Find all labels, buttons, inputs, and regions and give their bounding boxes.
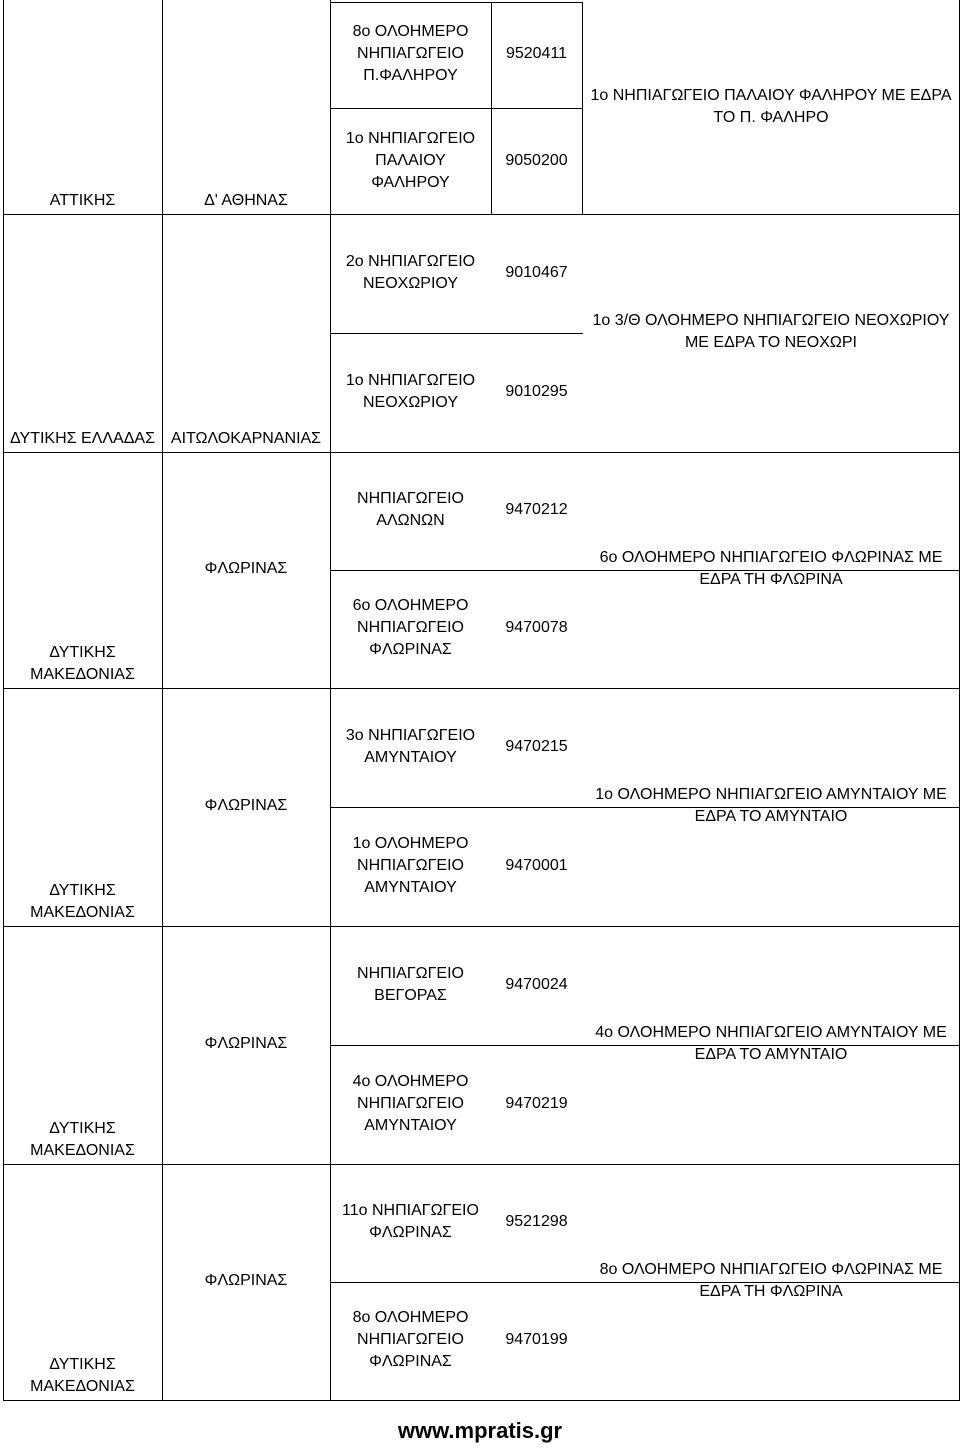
school-b-cell: 1ο ΟΛΟΗΜΕΡΟ ΝΗΠΙΑΓΩΓΕΙΟ ΑΜΥΝΤΑΙΟΥ bbox=[352, 834, 469, 896]
school-a-cell: 3ο ΝΗΠΙΑΓΩΓΕΙΟ ΑΜΥΝΤΑΙΟΥ bbox=[345, 726, 476, 766]
code-a-cell: 9470024 bbox=[505, 975, 568, 993]
school-b-cell: 8ο ΟΛΟΗΜΕΡΟ ΝΗΠΙΑΓΩΓΕΙΟ ΦΛΩΡΙΝΑΣ bbox=[352, 1309, 469, 1370]
code-b-cell: 9050200 bbox=[505, 151, 568, 169]
region-cell: ΔΥΤΙΚΗΣ ΜΑΚΕΔΟΝΙΑΣ bbox=[30, 1356, 135, 1395]
row-divider bbox=[330, 108, 583, 109]
directorate-cell: Δ' ΑΘΗΝΑΣ bbox=[204, 192, 288, 209]
row-divider bbox=[330, 807, 960, 808]
code-a-cell: 9470212 bbox=[505, 501, 568, 518]
region-cell: ΔΥΤΙΚΗΣ ΜΑΚΕΔΟΝΙΑΣ bbox=[30, 1120, 135, 1159]
school-b-cell: 6ο ΟΛΟΗΜΕΡΟ ΝΗΠΙΑΓΩΓΕΙΟ ΦΛΩΡΙΝΑΣ bbox=[352, 597, 469, 658]
directorate-cell: ΦΛΩΡΙΝΑΣ bbox=[204, 797, 288, 814]
code-b-cell: 9470001 bbox=[505, 856, 568, 874]
row-divider bbox=[3, 1164, 960, 1165]
school-a-cell: ΝΗΠΙΑΓΩΓΕΙΟ ΑΛΩΝΩΝ bbox=[357, 490, 464, 529]
directorate-cell: ΦΛΩΡΙΝΑΣ bbox=[204, 1035, 288, 1052]
row-divider bbox=[3, 452, 960, 453]
result-cell: 4ο ΟΛΟΗΜΕΡΟ ΝΗΠΙΑΓΩΓΕΙΟ ΑΜΥΝΤΑΙΟΥ ΜΕ ΕΔΡΑ ΤΟ ΑΜΥΝΤΑΙΟ bbox=[595, 1024, 947, 1063]
row-divider bbox=[3, 926, 960, 927]
code-b-cell: 9470219 bbox=[505, 1094, 568, 1112]
region-cell: ΔΥΤΙΚΗΣ ΜΑΚΕΔΟΝΙΑΣ bbox=[30, 644, 135, 683]
row-divider bbox=[330, 1282, 960, 1283]
directorate-cell: ΦΛΩΡΙΝΑΣ bbox=[204, 1272, 288, 1289]
row-divider bbox=[330, 1045, 960, 1046]
school-a-cell: 8ο ΟΛΟΗΜΕΡΟ ΝΗΠΙΑΓΩΓΕΙΟ Π.ΦΑΛΗΡΟΥ bbox=[352, 23, 469, 84]
region-cell: ΔΥΤΙΚΗΣ ΜΑΚΕΔΟΝΙΑΣ bbox=[30, 882, 135, 921]
school-a-cell: ΝΗΠΙΑΓΩΓΕΙΟ ΒΕΓΟΡΑΣ bbox=[357, 964, 464, 1004]
row-divider bbox=[330, 333, 583, 334]
column-divider bbox=[162, 0, 163, 1400]
directorate-cell: ΑΙΤΩΛΟΚΑΡΝΑΝΙΑΣ bbox=[170, 430, 322, 447]
directorate-cell: ΦΛΩΡΙΝΑΣ bbox=[204, 560, 288, 577]
result-cell: 1ο ΟΛΟΗΜΕΡΟ ΝΗΠΙΑΓΩΓΕΙΟ ΑΜΥΝΤΑΙΟΥ ΜΕ ΕΔΡΑ ΤΟ ΑΜΥΝΤΑΙΟ bbox=[595, 786, 947, 825]
result-cell: 1ο ΝΗΠΙΑΓΩΓΕΙΟ ΠΑΛΑΙΟΥ ΦΑΛΗΡΟΥ ΜΕ ΕΔΡΑ ΤΟ Π. ΦΑΛΗΡΟ bbox=[590, 87, 952, 126]
row-divider bbox=[330, 2, 583, 3]
code-a-cell: 9520411 bbox=[505, 45, 568, 62]
region-cell: ΔΥΤΙΚΗΣ ΕΛΛΑΔΑΣ bbox=[10, 430, 155, 447]
code-b-cell: 9470199 bbox=[505, 1331, 568, 1348]
table-border bbox=[3, 1400, 960, 1401]
school-b-cell: 4ο ΟΛΟΗΜΕΡΟ ΝΗΠΙΑΓΩΓΕΙΟ ΑΜΥΝΤΑΙΟΥ bbox=[352, 1072, 469, 1134]
column-divider bbox=[330, 0, 331, 1400]
result-cell: 6ο ΟΛΟΗΜΕΡΟ ΝΗΠΙΑΓΩΓΕΙΟ ΦΛΩΡΙΝΑΣ ΜΕ ΕΔΡΑ ΤΗ ΦΛΩΡΙΝΑ bbox=[599, 549, 943, 588]
school-a-cell: 2ο ΝΗΠΙΑΓΩΓΕΙΟ ΝΕΟΧΩΡΙΟΥ bbox=[345, 252, 476, 292]
row-divider bbox=[330, 570, 960, 571]
school-a-cell: 11ο ΝΗΠΙΑΓΩΓΕΙΟ ΦΛΩΡΙΝΑΣ bbox=[342, 1202, 479, 1241]
code-a-cell: 9010467 bbox=[505, 263, 568, 281]
region-cell: ΑΤΤΙΚΗΣ bbox=[49, 192, 116, 209]
website-footer: www.mpratis.gr bbox=[397, 1418, 563, 1443]
result-cell: 1ο 3/Θ ΟΛΟΗΜΕΡΟ ΝΗΠΙΑΓΩΓΕΙΟ ΝΕΟΧΩΡΙΟΥ ΜΕ ΕΔΡΑ ΤΟ ΝΕΟΧΩΡΙ bbox=[592, 312, 950, 351]
table-border bbox=[3, 0, 4, 1400]
row-divider bbox=[3, 214, 960, 215]
code-b-cell: 9010295 bbox=[505, 382, 568, 400]
code-a-cell: 9521298 bbox=[505, 1213, 568, 1230]
school-b-cell: 1ο ΝΗΠΙΑΓΩΓΕΙΟ ΠΑΛΑΙΟΥ ΦΑΛΗΡΟΥ bbox=[345, 129, 476, 191]
school-b-cell: 1ο ΝΗΠΙΑΓΩΓΕΙΟ ΝΕΟΧΩΡΙΟΥ bbox=[345, 371, 476, 411]
result-cell: 8ο ΟΛΟΗΜΕΡΟ ΝΗΠΙΑΓΩΓΕΙΟ ΦΛΩΡΙΝΑΣ ΜΕ ΕΔΡΑ ΤΗ ΦΛΩΡΙΝΑ bbox=[599, 1261, 943, 1300]
code-a-cell: 9470215 bbox=[505, 737, 568, 755]
code-b-cell: 9470078 bbox=[505, 619, 568, 636]
row-divider bbox=[3, 688, 960, 689]
